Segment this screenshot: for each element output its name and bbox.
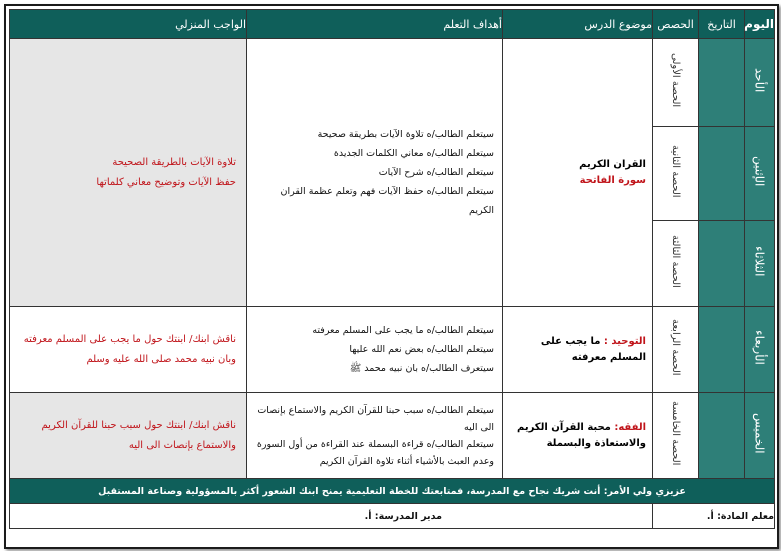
objective-item: سيتعلم الطالب/ه تلاوة الآيات بطريقة صحيحة bbox=[317, 129, 494, 140]
objective-item: سيتعرف الطالب/ه بان نبيه محمد ﷺ bbox=[349, 363, 494, 374]
homework-item: ناقش ابنك/ ابنتك حول سبب حبنا للقرآن الكريم والاستماع بإنصات الى اليه bbox=[41, 419, 236, 451]
principal-signature: مدير المدرسة: أ. bbox=[10, 504, 653, 529]
day-cell bbox=[745, 307, 775, 393]
header-objectives: أهداف التعلم bbox=[247, 10, 503, 39]
day-cell bbox=[745, 221, 775, 307]
header-day: اليوم bbox=[745, 10, 775, 39]
objective-item: سيتعلم الطالب/ه بعض نعم الله عليها bbox=[349, 344, 494, 355]
period-label: الحصة الأولى bbox=[670, 53, 681, 108]
period-cell bbox=[653, 307, 699, 393]
day-cell bbox=[745, 39, 775, 127]
objective-item: سيتعلم الطالب/ه قراءة البسملة عند القراءة من أول السورة وعدم العبث بالأشياء أثناء تلاوة القرآن الكريم bbox=[256, 438, 494, 467]
day-label: الخميس bbox=[752, 413, 767, 454]
lesson1-topic-title: القران الكريم bbox=[579, 158, 646, 170]
weekly-plan-frame bbox=[4, 4, 779, 549]
lesson3-objectives bbox=[247, 393, 503, 479]
lesson2-objectives bbox=[247, 307, 503, 393]
lesson3-topic-text: محبة القرآن الكريم والاستعاذة والبسملة bbox=[516, 421, 646, 449]
day-label: الأحد bbox=[752, 68, 767, 93]
weekly-plan-table bbox=[9, 9, 775, 529]
homework-item: تلاوة الآيات بالطريقة الصحيحة bbox=[112, 156, 236, 168]
row-sunday bbox=[10, 39, 775, 127]
day-label: الإثنين bbox=[752, 156, 767, 187]
objective-item: سيتعلم الطالب/ه حفظ الآيات فهم وتعلم عظمة القران الكريم bbox=[280, 186, 494, 216]
lesson3-topic-label: الفقه: bbox=[614, 421, 646, 433]
lesson3-homework bbox=[10, 393, 247, 479]
date-cell bbox=[699, 307, 745, 393]
footer-row bbox=[10, 479, 775, 504]
parent-note: عزيزي ولي الأمر: أنت شريك نجاح مع المدرسة، فمتابعتك للخطة التعليمية يمنح ابنك الشعور أكثر بالمسؤولية وصناعة المستقبل bbox=[10, 479, 775, 504]
header-date: التاريخ bbox=[699, 10, 745, 39]
lesson1-topic bbox=[503, 39, 653, 307]
date-cell bbox=[699, 221, 745, 307]
header-homework: الواجب المنزلي bbox=[10, 10, 247, 39]
lesson3-topic bbox=[503, 393, 653, 479]
lesson2-topic-text: ما يجب على المسلم معرفته bbox=[540, 335, 646, 363]
day-label: الثلاثاء bbox=[752, 246, 767, 277]
period-cell bbox=[653, 39, 699, 127]
period-label: الحصة الخامسة bbox=[670, 401, 681, 466]
objective-item: سيتعلم الطالب/ه ما يجب على المسلم معرفته bbox=[312, 325, 494, 336]
period-cell bbox=[653, 393, 699, 479]
row-wednesday bbox=[10, 307, 775, 393]
header-topic: موضوع الدرس bbox=[503, 10, 653, 39]
teacher-signature: معلم المادة: أ. bbox=[653, 504, 775, 529]
period-cell bbox=[653, 221, 699, 307]
day-cell bbox=[745, 127, 775, 221]
date-cell bbox=[699, 393, 745, 479]
homework-item: حفظ الآيات وتوضيح معاني كلماتها bbox=[96, 176, 236, 188]
lesson2-topic bbox=[503, 307, 653, 393]
lesson2-topic-label: التوحيد : bbox=[603, 335, 646, 347]
objective-item: سيتعلم الطالب/ه معاني الكلمات الجديدة bbox=[333, 148, 494, 159]
row-thursday bbox=[10, 393, 775, 479]
period-label: الحصة الثانية bbox=[670, 145, 681, 198]
day-label: الأربعاء bbox=[752, 330, 767, 365]
header-row bbox=[10, 10, 775, 39]
period-cell bbox=[653, 127, 699, 221]
header-periods: الحصص bbox=[653, 10, 699, 39]
homework-item: ناقش ابنك/ ابنتك حول ما يجب على المسلم معرفته وبان نبيه محمد صلى الله عليه وسلم bbox=[23, 333, 236, 365]
objective-item: سيتعلم الطالب/ه شرح الآيات bbox=[378, 167, 494, 178]
period-label: الحصة الرابعة bbox=[670, 319, 681, 376]
date-cell bbox=[699, 127, 745, 221]
signature-row bbox=[10, 504, 775, 529]
date-cell bbox=[699, 39, 745, 127]
lesson1-objectives bbox=[247, 39, 503, 307]
objective-item: سيتعلم الطالب/ه سبب حبنا للقرآن الكريم والاستماع بإنصات الى اليه bbox=[257, 404, 494, 433]
day-cell bbox=[745, 393, 775, 479]
period-label: الحصة الثالثة bbox=[670, 235, 681, 288]
lesson1-topic-sub: سورة الفاتحة bbox=[579, 174, 646, 186]
lesson1-homework bbox=[10, 39, 247, 307]
lesson2-homework bbox=[10, 307, 247, 393]
